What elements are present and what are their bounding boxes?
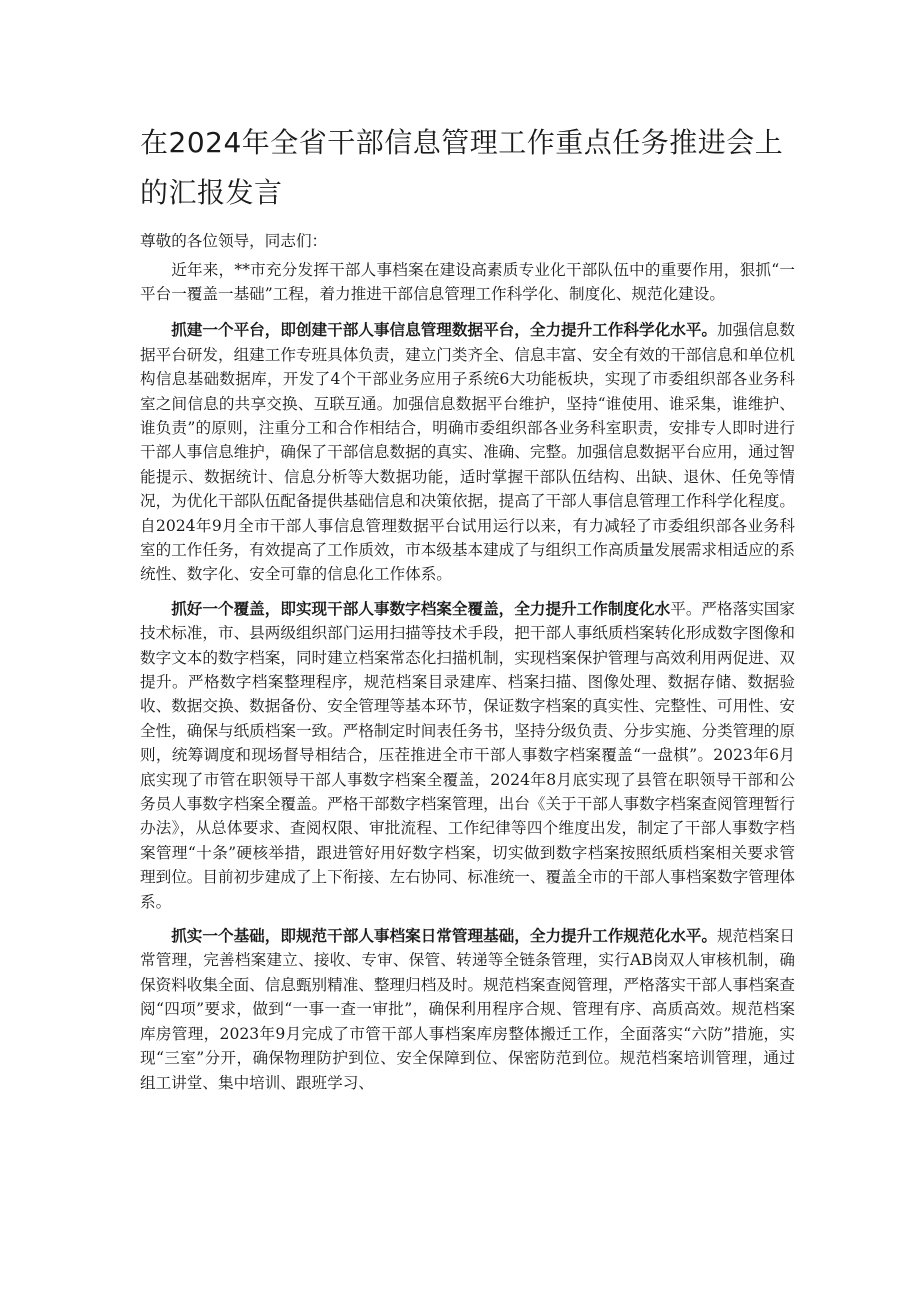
intro-paragraph: 近年来，**市充分发挥干部人事档案在建设高素质专业化干部队伍中的重要作用，狠抓“一平台一覆盖一基础”工程，着力推进干部信息管理工作科学化、制度化、规范化建设。 [140, 260, 795, 303]
section-lead-1: 抓建一个平台，即创建干部人事信息管理数据平台，全力提升工作科学化水平。 [171, 321, 717, 340]
title-line-2: 的汇报发言 [140, 176, 283, 209]
greeting: 尊敬的各位领导，同志们： [140, 232, 328, 250]
section-paragraph-1 [140, 318, 795, 586]
section-body-1: 加强信息数据平台研发，组建工作专班具体负责，建立门类齐全、信息丰富、安全有效的干部信息和单位机构信息基础数据库，开发了4个干部业务应用子系统6大功能板块，实现了市委组织部各业务科室之间信息的共享交换、互联互通。加强信息数据平台维护，坚持“谁使用、谁采集，谁维护、谁负责”的原则，注重分工和合作相结合，明确市委组织部各业务科室职责，安排专人即时进行干部人事信息维护，确保了干部信息数据的真实、准确、完整。加强信息数据平台应用，通过智能提示、数据统计、信息分析等大数据功能，适时掌握干部队伍结构、出缺、退休、任免等情况，为优化干部队伍配备提供基础信息和决策依据，提高了干部人事信息管理工作科学化程度。自2024年9月全市干部人事信息管理数据平台试用运行以来，有力减轻了市委组织部各业务科室的工作任务，有效提高了工作质效，市本级基本建成了与组织工作高质量发展需求相适应的系统性、数字化、安全可靠的信息化工作体系。 [140, 321, 795, 584]
section-lead-3: 抓实一个基础，即规范干部人事档案日常管理基础，全力提升工作规范化水平。 [171, 927, 717, 946]
section-paragraph-3 [140, 924, 795, 1095]
document-title [140, 118, 795, 218]
section-body-2: 平。严格落实国家技术标准，市、县两级组织部门运用扫描等技术手段，把干部人事纸质档案转化形成数字图像和数字文本的数字档案，同时建立档案常态化扫描机制，实现档案保护管理与高效利用两促进、双提升。严格数字档案整理程序，规范档案目录建库、档案扫描、图像处理、数据存储、数据验收、数据交换、数据备份、安全管理等基本环节，保证数字档案的真实性、完整性、可用性、安全性，确保与纸质档案一致。严格制定时间表任务书，坚持分级负责、分步实施、分类管理的原则，统筹调度和现场督导相结合，压茬推进全市干部人事数字档案覆盖“一盘棋”。2023年6月底实现了市管在职领导干部人事数字档案全覆盖，2024年8月底实现了县管在职领导干部和公务员人事数字档案全覆盖。严格干部数字档案管理，出台《关于干部人事数字档案查阅管理暂行办法》，从总体要求、查阅权限、审批流程、工作纪律等四个维度出发，制定了干部人事数字档案管理“十条”硬核举措，跟进管好用好数字档案，切实做到数字档案按照纸质档案相关要求管理到位。目前初步建成了上下衔接、左右协同、标准统一、覆盖全市的干部人事档案数字管理体系。 [140, 599, 795, 911]
title-line-1: 在2024年全省干部信息管理工作重点任务推进会上 [140, 126, 784, 159]
section-body-3: 规范档案日常管理，完善档案建立、接收、专审、保管、转递等全链条管理，实行AB岗双人审核机制，确保资料收集全面、信息甄别精准、整理归档及时。规范档案查阅管理，严格落实干部人事档案查阅“四项”要求，做到“一事一查一审批”，确保利用程序合规、管理有序、高质高效。规范档案库房管理，2023年9月完成了市管干部人事档案库房整体搬迁工作，全面落实“六防”措施，实现“三室”分开，确保物理防护到位、安全保障到位、保密防范到位。规范档案培训管理，通过组工讲堂、集中培训、跟班学习、 [140, 927, 795, 1092]
document-page [140, 118, 795, 1105]
section-paragraph-2 [140, 597, 795, 914]
section-lead-2: 抓好一个覆盖，即实现干部人事数字档案全覆盖，全力提升工作制度化水 [171, 599, 671, 618]
